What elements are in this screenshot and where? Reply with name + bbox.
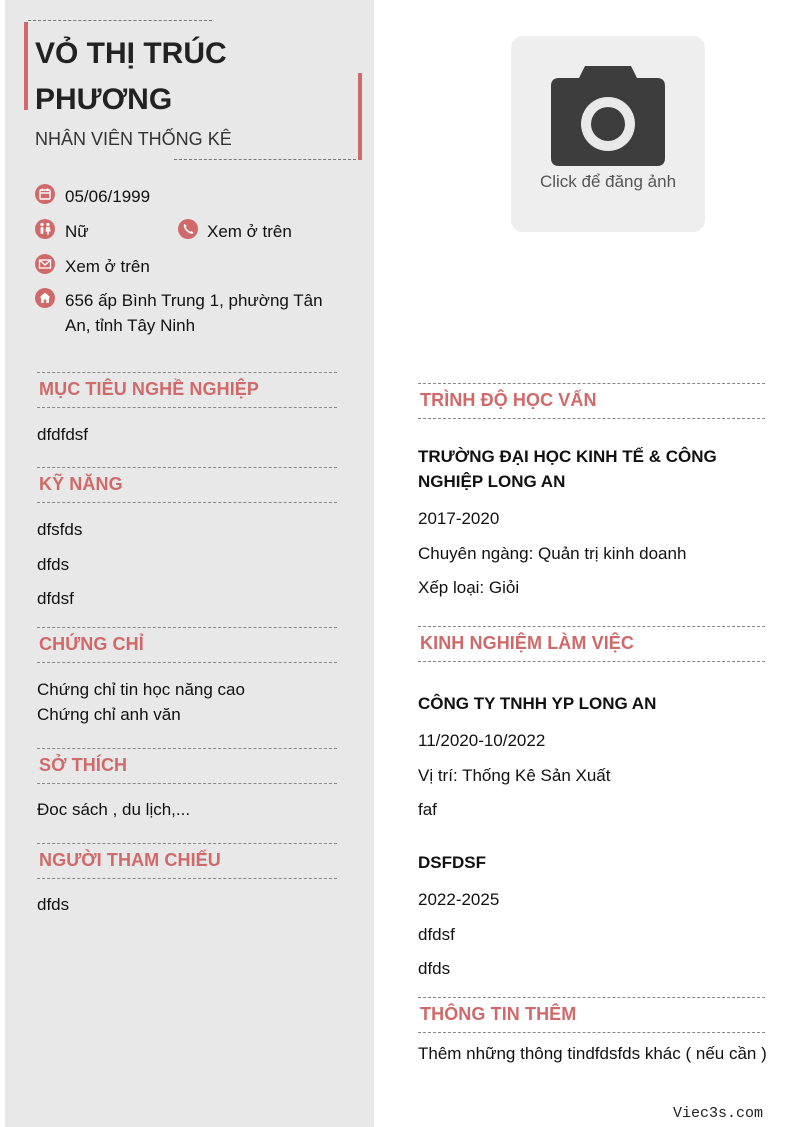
gender[interactable]: Nữ bbox=[65, 222, 89, 241]
home-icon bbox=[35, 288, 55, 308]
candidate-name[interactable]: VỎ THỊ TRÚC PHƯƠNG bbox=[35, 37, 227, 116]
company-name[interactable]: CÔNG TY TNHH YP LONG AN bbox=[418, 694, 657, 713]
camera-icon bbox=[549, 64, 667, 168]
section-title: NGƯỜI THAM CHIẾU bbox=[39, 850, 221, 870]
section-experience bbox=[418, 626, 765, 662]
email[interactable]: Xem ở trên bbox=[65, 257, 150, 276]
education-period[interactable]: 2017-2020 bbox=[418, 509, 500, 528]
hobbies-text[interactable]: Đoc sách , du lịch,... bbox=[37, 800, 191, 819]
photo-upload-label: Click để đăng ảnh bbox=[539, 172, 677, 191]
email-icon bbox=[35, 254, 55, 274]
education-major[interactable]: Chuyên ngàng: Quản trị kinh doanh bbox=[418, 544, 687, 563]
address[interactable]: 656 ấp Bình Trung 1, phường Tân An, tỉnh Tây Ninh bbox=[65, 291, 323, 335]
section-title: SỞ THÍCH bbox=[39, 755, 128, 775]
photo-upload-button[interactable] bbox=[511, 36, 705, 232]
section-title: TRÌNH ĐỘ HỌC VẤN bbox=[420, 390, 597, 410]
company-name[interactable]: DSFDSF bbox=[418, 853, 486, 872]
skill-item[interactable]: dfsfds bbox=[37, 520, 83, 539]
objective-text[interactable]: dfdfdsf bbox=[37, 425, 89, 444]
section-objective bbox=[37, 372, 337, 408]
job-period[interactable]: 2022-2025 bbox=[418, 890, 500, 909]
accent-bar bbox=[358, 73, 362, 160]
birthday[interactable]: 05/06/1999 bbox=[65, 187, 151, 206]
section-certificates bbox=[37, 627, 337, 663]
job-period[interactable]: 11/2020-10/2022 bbox=[418, 731, 546, 750]
section-hobbies bbox=[37, 748, 337, 784]
section-title: MỤC TIÊU NGHỀ NGHIỆP bbox=[39, 379, 260, 399]
education-grade[interactable]: Xếp loại: Giỏi bbox=[418, 578, 520, 597]
certificate-item[interactable]: Chứng chỉ anh văn bbox=[37, 705, 181, 724]
phone-icon bbox=[178, 219, 198, 239]
section-title: KINH NGHIỆM LÀM VIỆC bbox=[420, 633, 635, 653]
job-title[interactable]: NHÂN VIÊN THỐNG KÊ bbox=[35, 129, 232, 149]
footer-brand: Viec3s.com bbox=[672, 1105, 763, 1122]
gender-icon bbox=[35, 219, 55, 239]
job-position[interactable]: dfdsf bbox=[418, 925, 455, 944]
school-name[interactable]: TRƯỜNG ĐẠI HỌC KINH TẾ & CÔNG NGHIỆP LONG AN bbox=[418, 447, 717, 491]
job-description[interactable]: dfds bbox=[418, 959, 451, 978]
name-block bbox=[24, 20, 362, 162]
certificate-item[interactable]: Chứng chỉ tin học năng cao bbox=[37, 680, 245, 699]
job-position[interactable]: Vị trí: Thống Kê Sản Xuất bbox=[418, 766, 611, 785]
calendar-icon bbox=[35, 184, 55, 204]
phone[interactable]: Xem ở trên bbox=[207, 222, 292, 241]
section-title: CHỨNG CHỈ bbox=[39, 634, 144, 654]
references-text[interactable]: dfds bbox=[37, 895, 70, 914]
accent-bar bbox=[24, 22, 28, 110]
skill-item[interactable]: dfdsf bbox=[37, 589, 74, 608]
section-title: THÔNG TIN THÊM bbox=[420, 1004, 577, 1024]
divider bbox=[28, 20, 212, 21]
job-description[interactable]: faf bbox=[418, 800, 437, 819]
section-extra bbox=[418, 997, 765, 1033]
divider bbox=[174, 159, 356, 160]
section-references bbox=[37, 843, 337, 879]
section-title: KỸ NĂNG bbox=[39, 474, 123, 494]
skill-item[interactable]: dfds bbox=[37, 555, 70, 574]
section-skills bbox=[37, 467, 337, 503]
extra-text[interactable]: Thêm những thông tindfdsfds khác ( nếu cần ) bbox=[418, 1044, 767, 1063]
section-education bbox=[418, 383, 765, 419]
